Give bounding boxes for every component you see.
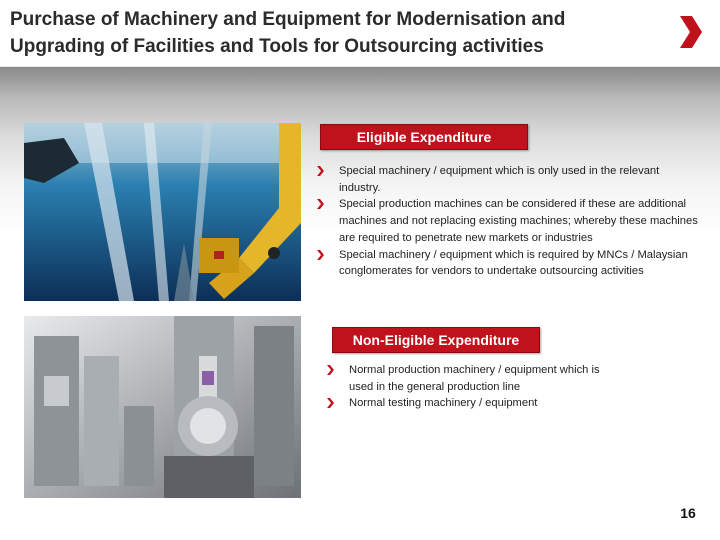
eligible-heading: Eligible Expenditure	[320, 124, 528, 150]
title-bar	[0, 0, 720, 67]
list-item	[316, 163, 702, 196]
page-number: 16	[680, 505, 696, 521]
chevron-right-icon	[316, 199, 324, 209]
list-item	[316, 196, 702, 246]
list-item-text: Normal testing machinery / equipment	[349, 397, 538, 410]
chevron-right-icon	[326, 398, 334, 408]
offshore-rig-photo	[24, 123, 301, 301]
chevron-right-icon	[676, 14, 704, 50]
list-item-text: Special production machines can be considered if these are additional machines and not replacing existing machines; whereby these machines are required to penetrate new markets or industries	[339, 198, 698, 244]
non-eligible-list	[326, 362, 626, 412]
list-item-text: Special machinery / equipment which is only used in the relevant industry.	[339, 165, 660, 194]
list-item	[326, 395, 626, 412]
chevron-right-icon	[326, 365, 334, 375]
list-item	[326, 362, 626, 395]
list-item	[316, 247, 702, 280]
machinery-photo	[24, 316, 301, 498]
non-eligible-heading: Non-Eligible Expenditure	[332, 327, 540, 353]
eligible-list	[316, 163, 702, 280]
chevron-right-icon	[316, 250, 324, 260]
list-item-text: Normal production machinery / equipment which is used in the general production line	[349, 364, 600, 393]
list-item-text: Special machinery / equipment which is required by MNCs / Malaysian conglomerates for vendors to undertake outsourcing activities	[339, 248, 688, 278]
slide-title: Purchase of Machinery and Equipment for Modernisation and Upgrading of Facilities and Tools for Outsourcing activities	[10, 9, 566, 57]
chevron-right-icon	[316, 166, 324, 176]
